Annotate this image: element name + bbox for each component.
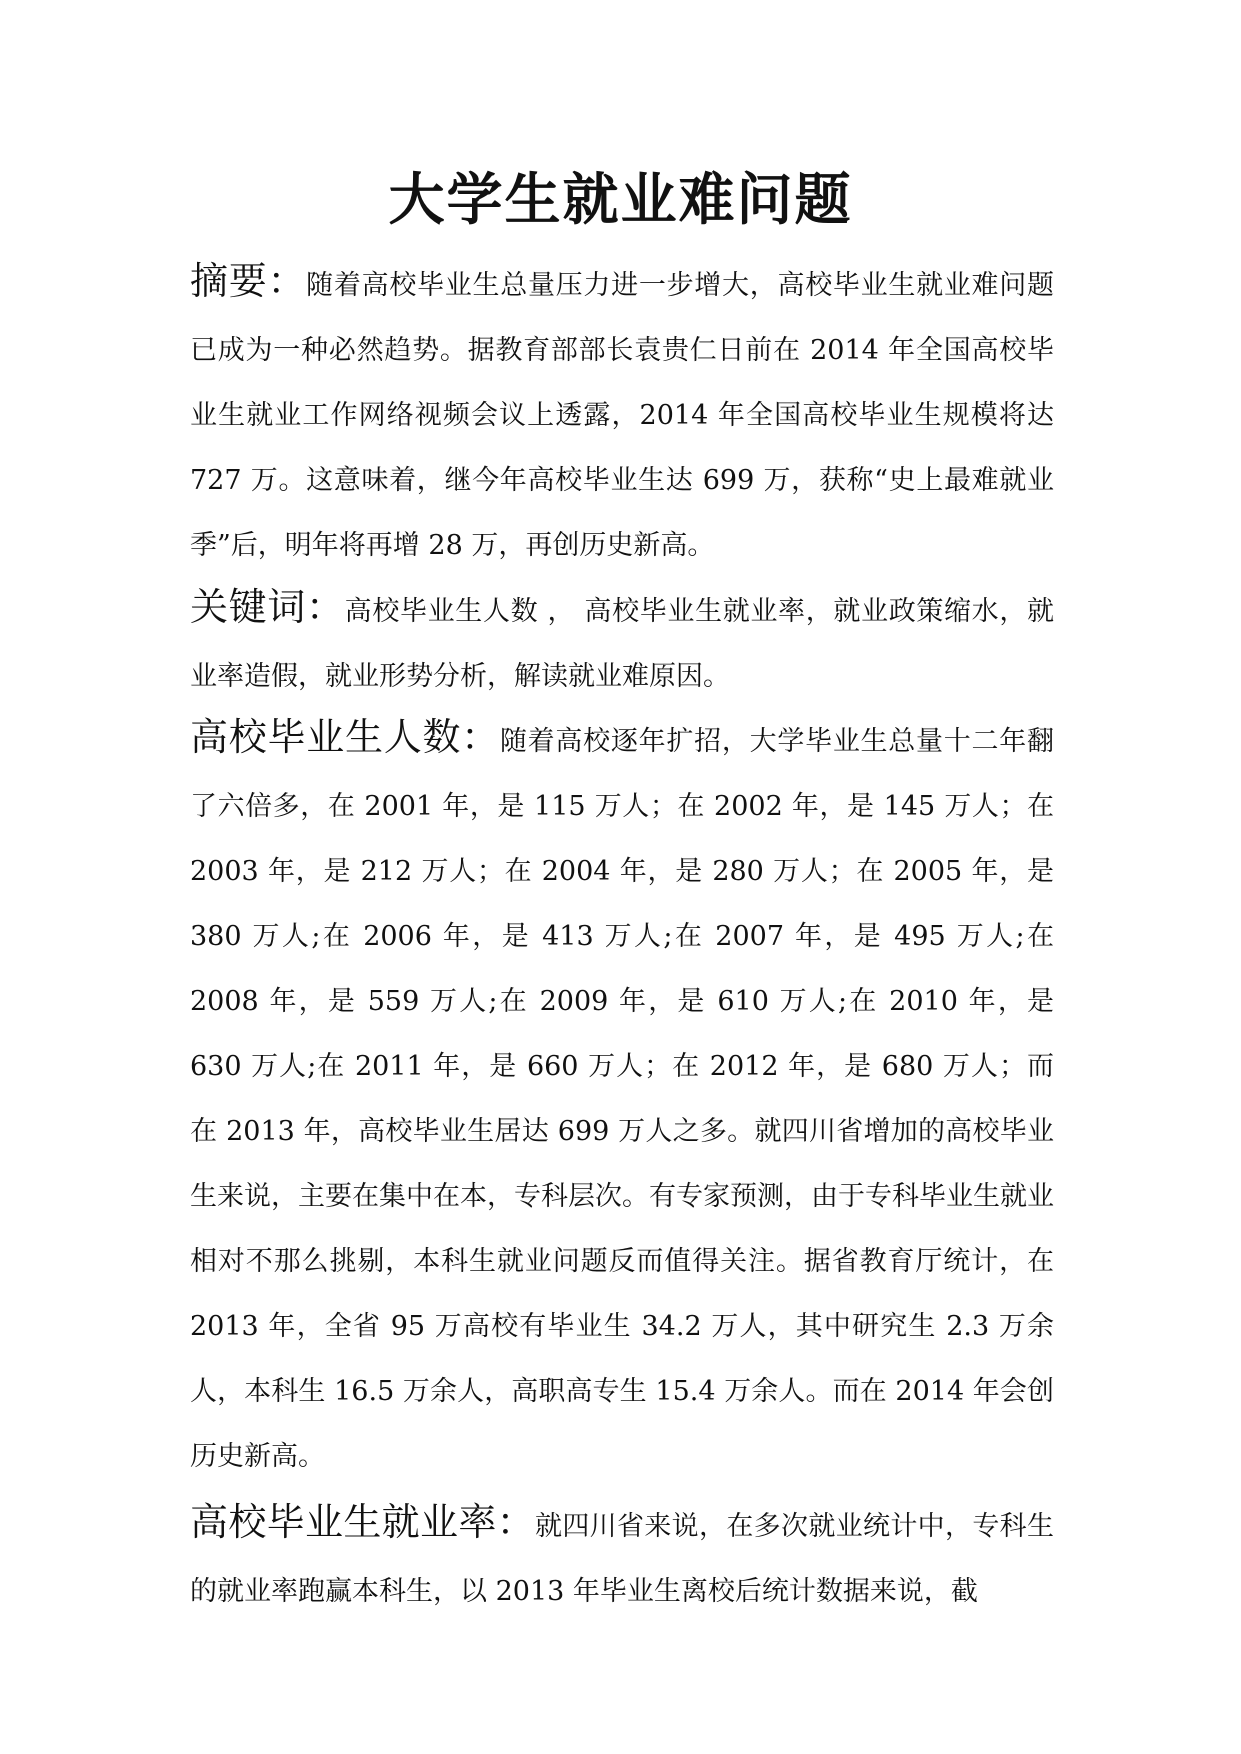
abstract-label: 摘要： xyxy=(190,259,307,303)
graduate-count-label: 高校毕业生人数： xyxy=(190,715,500,759)
employment-rate-text: 就四川省来说，在多次就业统计中，专科生的就业率跑赢本科生，以 2013 年毕业生离校后统计数据来说，截 xyxy=(190,1511,1054,1607)
keywords-label: 关键词： xyxy=(190,585,345,629)
graduate-count-paragraph xyxy=(190,705,1054,1489)
abstract-paragraph xyxy=(190,249,1054,578)
keywords-paragraph xyxy=(190,575,1054,709)
employment-rate-label: 高校毕业生就业率： xyxy=(190,1500,535,1544)
keywords-text: 高校毕业生人数 ， 高校毕业生就业率，就业政策缩水，就业率造假，就业形势分析，解读就业难原因。 xyxy=(190,596,1054,692)
employment-rate-paragraph xyxy=(190,1490,1054,1624)
document-title: 大学生就业难问题 xyxy=(388,167,853,233)
graduate-count-text: 随着高校逐年扩招，大学毕业生总量十二年翻了六倍多，在 2001 年，是 115 万人；在 2002 年，是 145 万人；在 2003 年，是 212 万人；在 2004 年，是 280 万人；在 2005 年，是 380 万人;在 2006 年，是 413 万人;在 2007 年，是 495 万人;在 2008 年，是 559 万人;在 2009 年，是 610 万人;在 2010 年，是 630 万人;在 2011 年，是 660 万人；在 2012 年，是 680 万人；而在 2013 年，高校毕业生居达 699 万人之多。就四川省增加的高校毕业生来说，主要在集中在本，专科层次。有专家预测，由于专科毕业生就业相对不那么挑剔，本科生就业问题反而值得关注。据省教育厅统计，在 2013 年，全省 95 万高校有毕业生 34.2 万人，其中研究生 2.3 万余人，本科生 16.5 万余人，高职高专生 15.4 万余人。而在 2014 年会创历史新高。 xyxy=(190,726,1054,1472)
abstract-text: 随着高校毕业生总量压力进一步增大，高校毕业生就业难问题已成为一种必然趋势。据教育部部长袁贵仁日前在 2014 年全国高校毕业生就业工作网络视频会议上透露，2014 年全国高校毕业生规模将达 727 万。这意味着，继今年高校毕业生达 699 万，获称“史上最难就业季”后，明年将再增 28 万，再创历史新高。 xyxy=(190,270,1054,561)
